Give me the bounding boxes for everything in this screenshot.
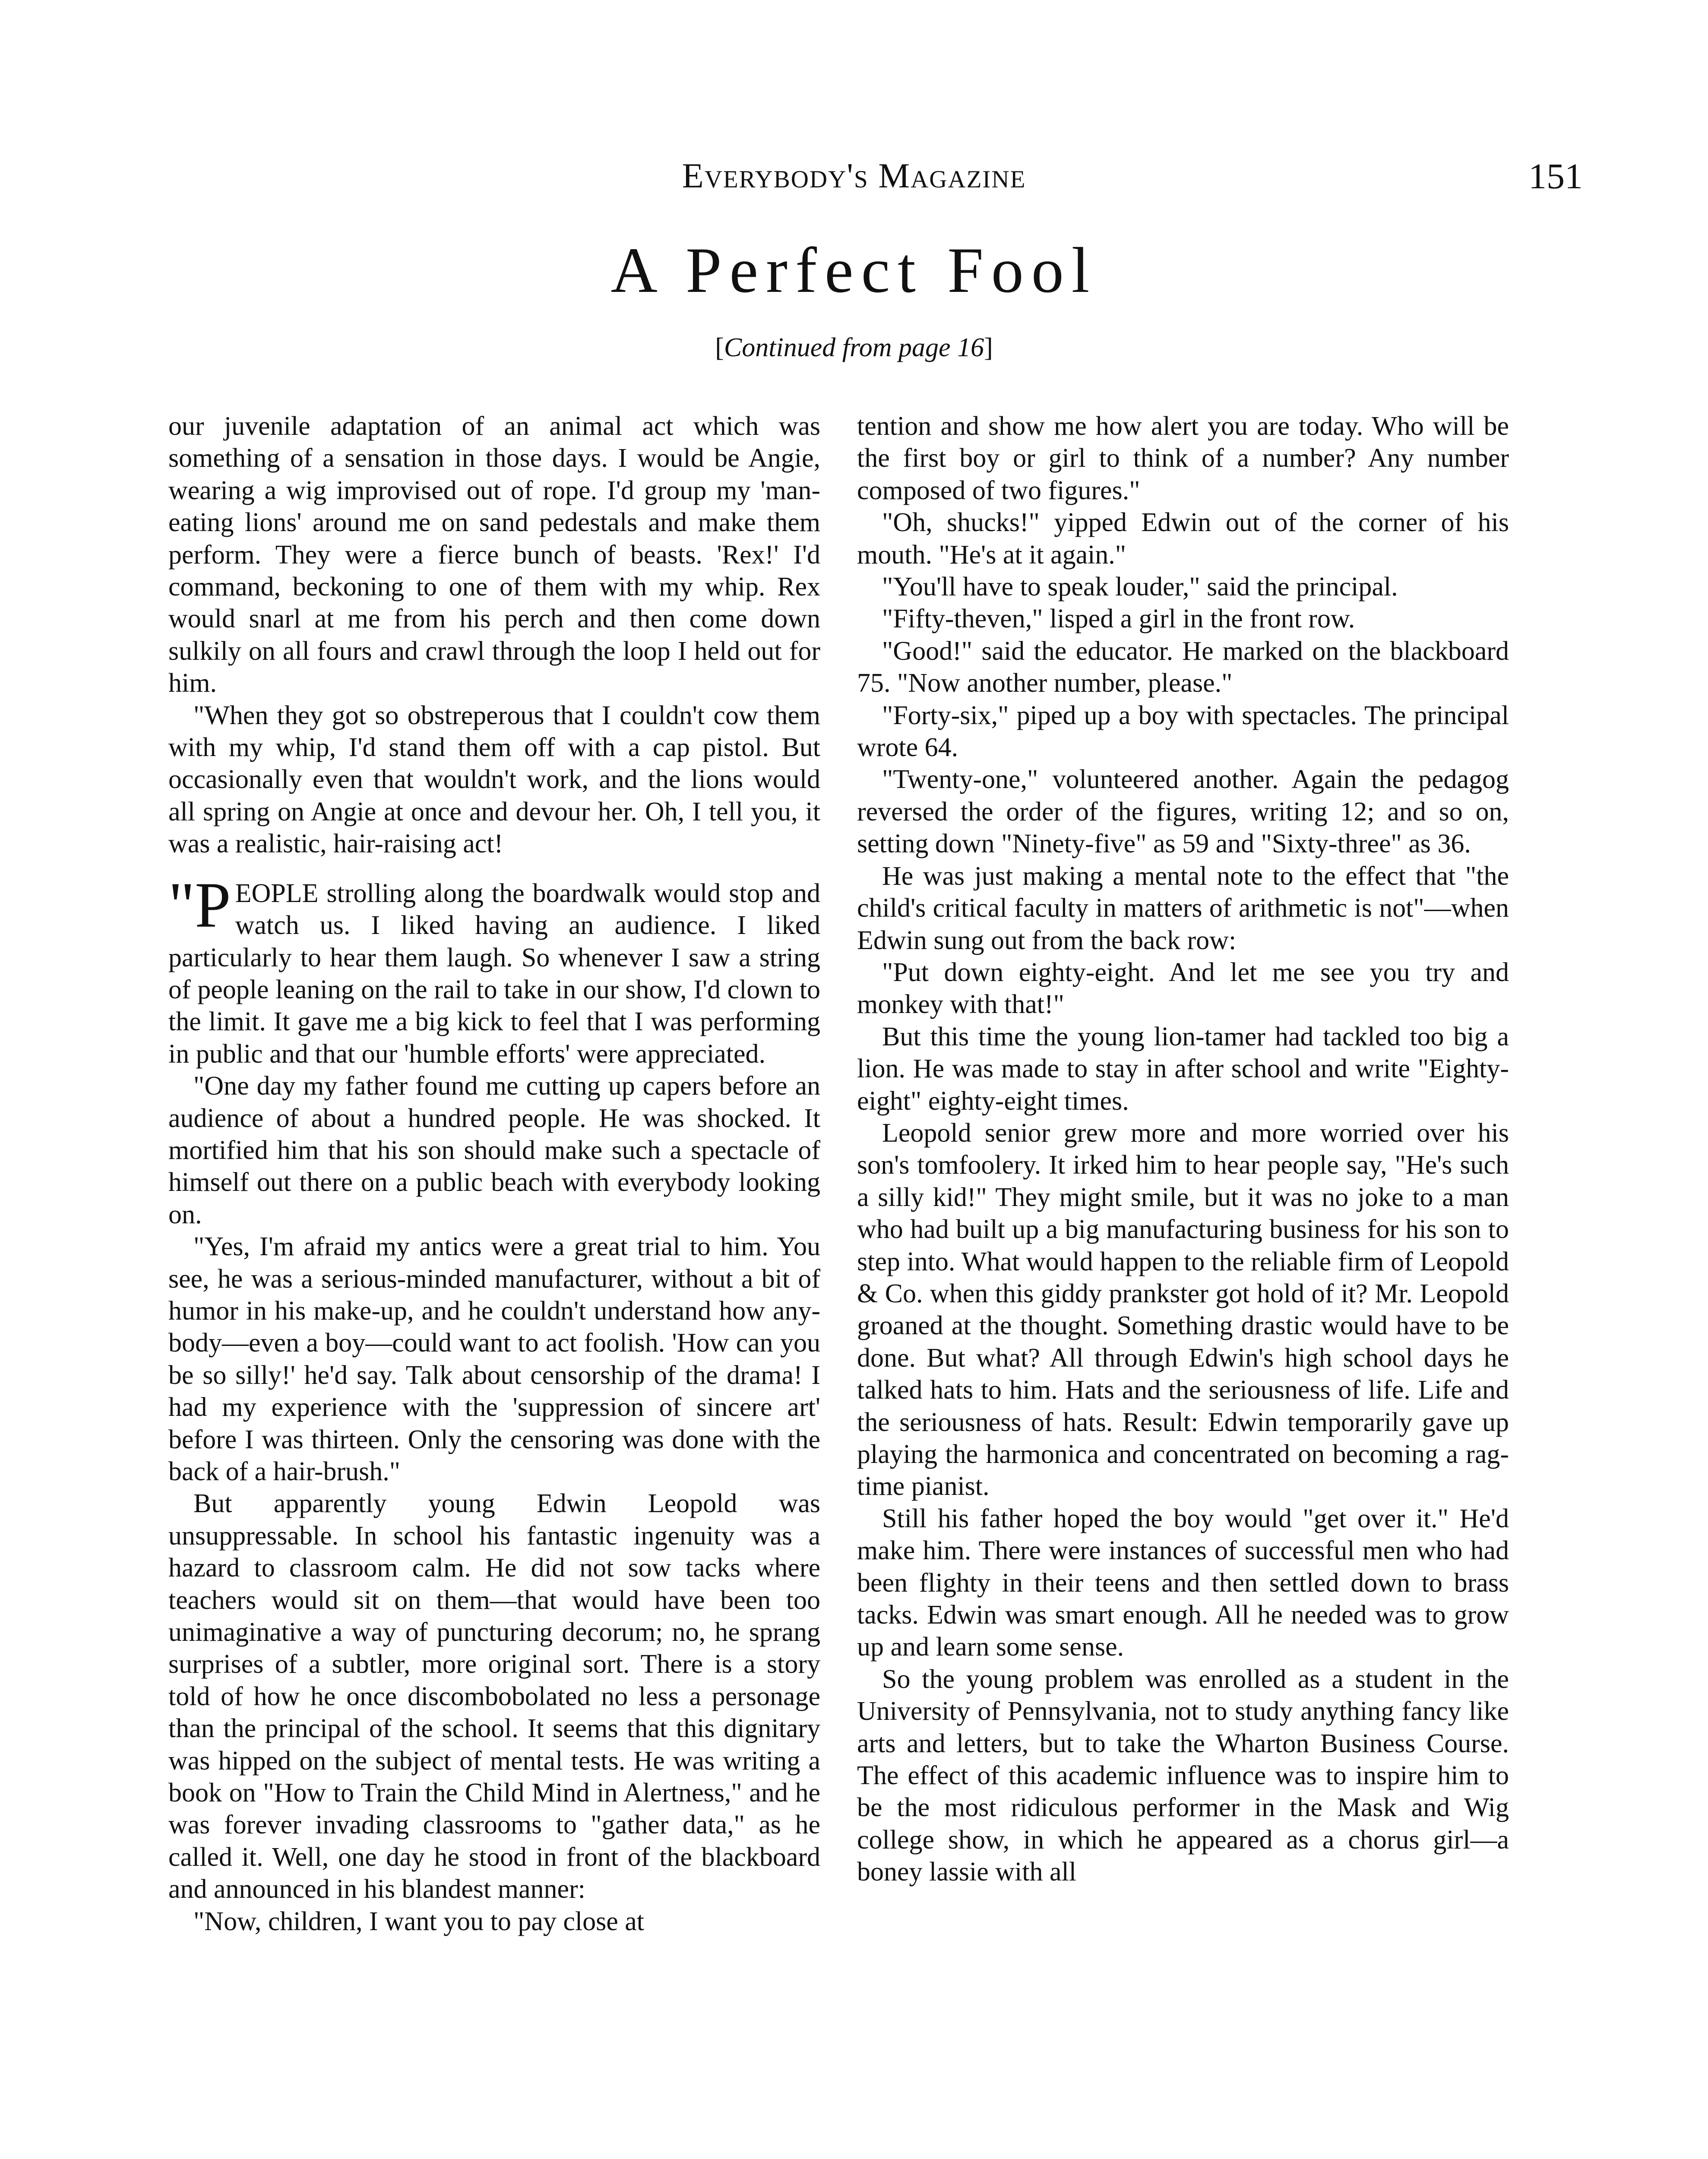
paragraph: "Fifty-theven," lisped a girl in the front row. bbox=[882, 604, 1355, 634]
paragraph: Still his father hoped the boy would "get over it." He'd make him. There were instances of successful men who had been flighty in their teens and then settled down to brass tacks. Edwin was smart enough. All he needed was to grow up and learn some sense. bbox=[857, 1504, 1509, 1662]
left-column bbox=[168, 410, 820, 1937]
continued-text: Continued from page 16 bbox=[724, 333, 984, 362]
page-header bbox=[0, 155, 1708, 212]
paragraph: So the young problem was enrolled as a student in the University of Pennsylvania, not to study anything fancy like arts and letters, but to take the Wharton Business Course. The effect of this academic influence was to inspire him to be the most ridiculous performer in the Mask and Wig college show, in which he appeared as a chorus girl—a boney lassie with all bbox=[857, 1664, 1509, 1887]
paragraph: "Now, children, I want you to pay close at bbox=[193, 1906, 645, 1936]
paragraph: "You'll have to speak louder," said the principal. bbox=[882, 572, 1398, 602]
paragraph: "Yes, I'm afraid my antics were a great trial to him. You see, he was a serious-minded manufacturer, without a bit of humor in his make-up, and he couldn't understand how anybody—even a boy—could want to act foolish. 'How can you be so silly!' he'd say. Talk about censorship of the drama! I had my experience with the 'suppression of sincere art' before I was thirteen. Only the censoring was done with the back of a hair-brush." bbox=[168, 1232, 820, 1486]
page-number: 151 bbox=[1528, 156, 1583, 196]
paragraph: "Twenty-one," volunteered another. Again the pedagog reversed the order of the figures, writing 12; and so on, setting down "Ninety-five" as 59 and "Sixty-three" as 36. bbox=[857, 765, 1509, 859]
continued-note bbox=[0, 332, 1708, 363]
paragraph: "Good!" said the educator. He marked on the blackboard 75. "Now another number, please." bbox=[857, 636, 1509, 698]
paragraph: "One day my father found me cutting up capers before an audience of about a hundred people. He was shocked. It mortified him that his son should make such a spectacle of himself out there on a public beach with everybody looking on. bbox=[168, 1071, 820, 1229]
paragraph: tention and show me how alert you are today. Who will be the first boy or girl to think of a number? Any number composed of two figures." bbox=[857, 412, 1509, 505]
paragraph: "Oh, shucks!" yipped Edwin out of the corner of his mouth. "He's at it again." bbox=[857, 508, 1509, 570]
article-title: A Perfect Fool bbox=[610, 234, 1098, 306]
paragraph-text: EOPLE strolling along the boardwalk would stop and watch us. I liked having an audience. I liked particularly to hear them laugh. So whenever I saw a string of people leaning on the rail to take in our show, I'd clown to the limit. It gave me a big kick to feel that I was performing in public and that our 'humble efforts' were appreciated. bbox=[168, 878, 820, 1069]
right-column bbox=[857, 410, 1509, 1888]
continued-close-bracket: ] bbox=[984, 333, 993, 362]
running-head: Everybody's Magazine bbox=[682, 156, 1026, 195]
drop-cap: "P bbox=[168, 869, 231, 941]
paragraph: But apparently young Edwin Leopold was unsuppressable. In school his fantastic ingenuity was a hazard to classroom calm. He did not sow tacks where teachers would sit on them—that would have been too unimaginative a way of puncturing decorum; no, he sprang surprises of a subtler, more original sort. There is a story told of how he once discombobolated no less a personage than the principal of the school. It seems that this dignitary was hipped on the subject of mental tests. He was writing a book on "How to Train the Child Mind in Alertness," and he was forever invading classrooms to "gather data," as he called it. Well, one day he stood in front of the blackboard and announced in his blandest manner: bbox=[168, 1489, 820, 1904]
paragraph: He was just making a mental note to the effect that "the child's critical faculty in matters of arithmetic is not"—when Edwin sung out from the back row: bbox=[857, 861, 1509, 955]
paragraph: "Put down eighty-eight. And let me see you try and monkey with that!" bbox=[857, 957, 1509, 1019]
continued-open-bracket: [ bbox=[715, 333, 724, 362]
paragraph: Leopold senior grew more and more worried over his son's tomfoolery. It irked him to hear people say, "He's such a silly kid!" They might smile, but it was no joke to a man who had built up a big manufacturing business for his son to step into. What would happen to the reliable firm of Leopold & Co. when this giddy prankster got hold of it? Mr. Leopold groaned at the thought. Something drastic would have to be done. But what? All through Edwin's high school days he talked hats to him. Hats and the seriousness of life. Life and the seriousness of hats. Result: Edwin temporarily gave up playing the harmonica and concentrated on becoming a ragtime pianist. bbox=[857, 1118, 1509, 1501]
paragraph: "Forty-six," piped up a boy with spectacles. The principal wrote 64. bbox=[857, 700, 1509, 763]
paragraph: our juvenile adaptation of an animal act which was something of a sensation in those days. I would be Angie, wearing a wig improvised out of rope. I'd group my 'man-eating lions' around me on sand pedestals and make them perform. They were a fierce bunch of beasts. 'Rex!' I'd command, beckoning to one of them with my whip. Rex would snarl at me from his perch and then come down sulkily on all fours and crawl through the loop I held out for him. bbox=[168, 412, 820, 698]
paragraph: But this time the young lion-tamer had tackled too big a lion. He was made to stay in after school and write "Eighty-eight" eighty-eight times. bbox=[857, 1022, 1509, 1116]
paragraph-with-dropcap bbox=[168, 869, 820, 1070]
paragraph: "When they got so obstreperous that I couldn't cow them with my whip, I'd stand them off with a cap pistol. But occasionally even that wouldn't work, and the lions would all spring on Angie at once and devour her. Oh, I tell you, it was a realistic, hair-raising act! bbox=[168, 700, 820, 859]
